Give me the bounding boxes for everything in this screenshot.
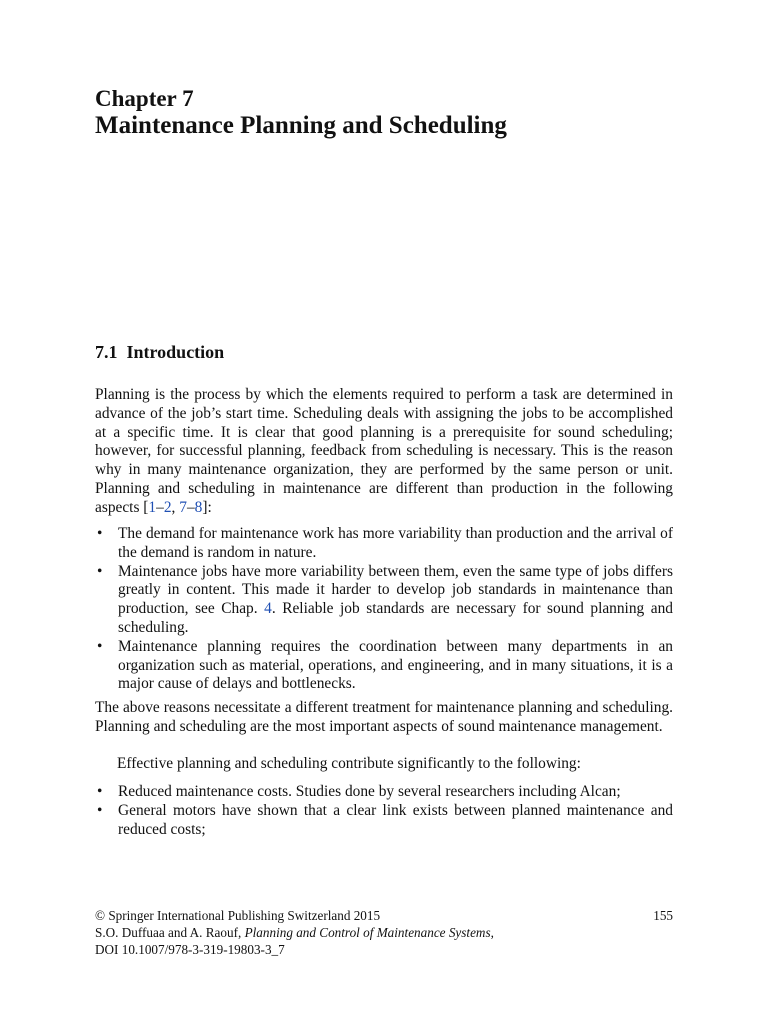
intro-text: Planning is the process by which the elements required to perform a task are determined in advance of the job’s start time. Scheduling deals with assigning the jobs to be accomplished at a specific time. It is clear that good planning is a prerequisite for sound scheduling; however, for successful planning, feedback from scheduling is necessary. This is the reason why in many maintenance organization, they are performed by the same person or unit. Planning and scheduling in maintenance are different than production in the following aspects [ [95, 386, 673, 516]
doi-line: DOI 10.1007/978-3-319-19803-3_7 [95, 942, 285, 957]
list-item-text: Maintenance jobs have more variability between them, even the same type of jobs differs greatly in content. This made it harder to develop job standards in maintenance than production, see Chap. [118, 562, 673, 618]
chapter-title: Maintenance Planning and Scheduling [95, 112, 507, 139]
benefits-list [95, 783, 673, 839]
intro-paragraph [95, 386, 673, 518]
list-item-text: . Reliable job standards are necessary for sound planning and scheduling. [118, 600, 673, 636]
effective-paragraph: Effective planning and scheduling contribute significantly to the following: [117, 755, 581, 772]
chapter-label: Chapter 7 [95, 86, 194, 111]
list-item [95, 802, 673, 840]
list-item-text: The demand for maintenance work has more variability than production and the arrival of the demand is random in nature. [118, 525, 673, 561]
citation-close: ]: [202, 498, 212, 516]
citation-link-1[interactable]: 1 [148, 498, 157, 516]
section-heading [95, 342, 224, 363]
list-item [95, 783, 673, 802]
reasons-paragraph: The above reasons necessitate a different treatment for maintenance planning and scheduling. Planning and scheduling are the most important aspects of sound maintenance management. [95, 699, 673, 735]
bullet-marker: • [97, 562, 103, 580]
citation-link-8[interactable]: 8 [194, 498, 203, 516]
list-item [95, 638, 673, 694]
citation-dash: – [186, 498, 195, 516]
list-item-text: Maintenance planning requires the coordination between many departments in an organization such as material, operations, and engineering, and in many situations, it is a major cause of delays and bottlenecks. [118, 637, 673, 693]
citation-line [95, 924, 673, 941]
bullet-marker: • [97, 801, 103, 819]
chapter-reference-link[interactable]: 4 [264, 600, 272, 618]
list-item-text: General motors have shown that a clear link exists between planned maintenance and reduced costs; [118, 801, 673, 838]
section-title: Introduction [126, 342, 225, 362]
page-footer [95, 907, 673, 958]
copyright-line: © Springer International Publishing Switzerland 2015 [95, 908, 381, 923]
citation-separator: , [171, 498, 180, 516]
citation-link-7[interactable]: 7 [179, 498, 187, 516]
book-title-punctuation: , [490, 925, 494, 940]
list-item [95, 563, 673, 638]
citation-link-2[interactable]: 2 [163, 498, 172, 516]
page-number: 155 [653, 908, 673, 923]
bullet-marker: • [97, 637, 103, 655]
bullet-marker: • [97, 783, 103, 800]
section-number: 7.1 [95, 342, 118, 362]
book-title: Planning and Control of Maintenance Systems [244, 925, 491, 940]
list-item-text: Reduced maintenance costs. Studies done by several researchers including Alcan; [118, 783, 621, 800]
citation-dash: – [156, 498, 164, 516]
aspects-list [95, 525, 673, 694]
list-item [95, 525, 673, 563]
bullet-marker: • [97, 525, 103, 542]
authors: S.O. Duffuaa and A. Raouf, [95, 925, 245, 940]
